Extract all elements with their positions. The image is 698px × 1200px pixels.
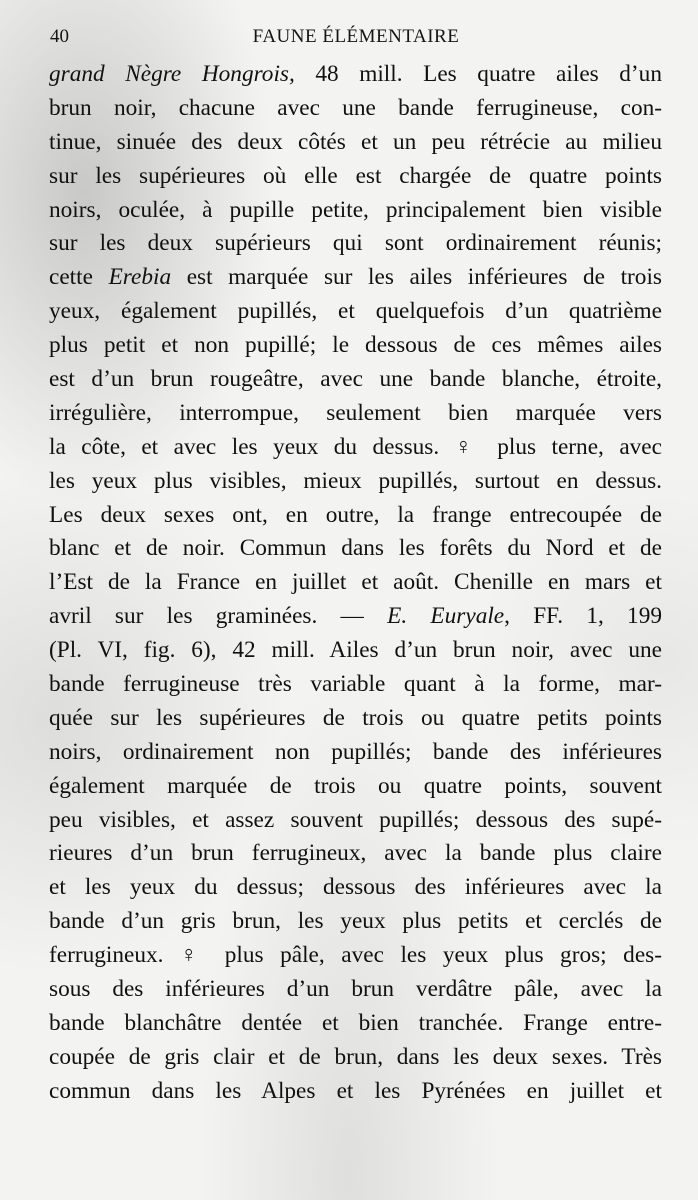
text-segment: blanc et de noir. Commun dans les forêts du Nord et de (49, 535, 662, 562)
text-line (49, 194, 662, 228)
text-line (49, 871, 662, 905)
text-segment: et les yeux du dessus; dessous des inférieures avec la (49, 874, 662, 901)
text-segment: noirs, oculée, à pupille petite, principalement bien visible (49, 196, 662, 223)
text-line (49, 431, 662, 465)
text-segment: sur les supérieures où elle est chargée de quatre points (49, 162, 662, 189)
text-line (49, 363, 662, 397)
text-line (49, 227, 662, 261)
text-segment: plus petit et non pupillé; le dessous de ces mêmes ailes (49, 332, 662, 359)
text-line (49, 465, 662, 499)
text-line (49, 1041, 662, 1075)
text-segment: cette (49, 264, 109, 291)
text-line (49, 532, 662, 566)
text-line (49, 668, 662, 702)
text-line (49, 160, 662, 194)
text-segment: noirs, ordinairement non pupillés; bande des inférieures (49, 738, 662, 765)
text-line (49, 600, 662, 634)
text-segment: , FF. 1, 199 (504, 603, 662, 630)
text-line (49, 92, 662, 126)
text-segment: brun noir, chacune avec une bande ferrugineuse, con- (49, 94, 662, 121)
text-segment: la côte, et avec les yeux du dessus. ♀ plus terne, avec (49, 433, 662, 460)
text-segment: yeux, également pupillés, et quelquefois d’un quatrième (49, 298, 662, 325)
text-line (49, 499, 662, 533)
text-line (49, 973, 662, 1007)
text-segment: coupée de gris clair et de brun, dans les deux sexes. Très (49, 1043, 662, 1070)
text-line (49, 566, 662, 600)
text-line (49, 736, 662, 770)
text-line (49, 837, 662, 871)
text-line (49, 126, 662, 160)
italic-text: grand Nègre Hongrois, (49, 61, 295, 87)
text-line (49, 58, 662, 92)
page-number: 40 (50, 26, 69, 47)
text-line (49, 295, 662, 329)
text-segment: tinue, sinuée des deux côtés et un peu rétrécie au milieu (49, 128, 662, 155)
text-segment: également marquée de trois ou quatre points, souvent (49, 772, 662, 799)
running-head: FAUNE ÉLÉMENTAIRE (252, 26, 460, 47)
text-segment: est marquée sur les ailes inférieures de trois (171, 264, 662, 291)
text-segment: ferrugineux. ♀ plus pâle, avec les yeux plus gros; des- (49, 942, 662, 969)
text-segment: bande blanchâtre dentée et bien tranchée. Frange entre- (49, 1009, 662, 1036)
body-text (49, 58, 662, 1109)
text-segment: avril sur les graminées. — (49, 603, 388, 630)
text-segment: est d’un brun rougeâtre, avec une bande blanche, étroite, (49, 366, 662, 393)
text-segment: (Pl. VI, fig. 6), 42 mill. Ailes d’un brun noir, avec une (49, 637, 662, 664)
text-segment: quée sur les supérieures de trois ou quatre petits points (49, 704, 662, 731)
text-segment: rieures d’un brun ferrugineux, avec la bande plus claire (49, 840, 662, 867)
italic-text: Erebia (108, 264, 172, 291)
text-line (49, 397, 662, 431)
text-line (49, 1075, 662, 1109)
text-segment: sur les deux supérieurs qui sont ordinairement réunis; (49, 230, 662, 257)
text-line (49, 770, 662, 804)
text-segment: peu visibles, et assez souvent pupillés; dessous des supé- (49, 806, 662, 833)
page-header (50, 26, 662, 50)
text-segment: bande d’un gris brun, les yeux plus petits et cerclés de (49, 908, 662, 935)
text-line (49, 329, 662, 363)
text-segment: les yeux plus visibles, mieux pupillés, surtout en dessus. (49, 467, 662, 494)
text-line (49, 634, 662, 668)
text-line (49, 804, 662, 838)
italic-text: E. Euryale (387, 603, 505, 630)
text-segment: l’Est de la France en juillet et août. Chenille en mars et (49, 569, 662, 596)
text-segment: Les deux sexes ont, en outre, la frange entrecoupée de (49, 501, 662, 528)
text-segment: irrégulière, interrompue, seulement bien marquée vers (49, 399, 662, 426)
text-line (49, 1007, 662, 1041)
text-line (49, 261, 662, 295)
text-segment: sous des inférieures d’un brun verdâtre pâle, avec la (49, 976, 662, 1003)
text-segment: commun dans les Alpes et les Pyrénées en juillet et (49, 1077, 662, 1104)
text-line (49, 939, 662, 973)
text-segment: bande ferrugineuse très variable quant à la forme, mar- (49, 671, 662, 698)
text-segment: 48 mill. Les quatre ailes d’un (294, 61, 662, 87)
text-line (49, 702, 662, 736)
text-line (49, 905, 662, 939)
